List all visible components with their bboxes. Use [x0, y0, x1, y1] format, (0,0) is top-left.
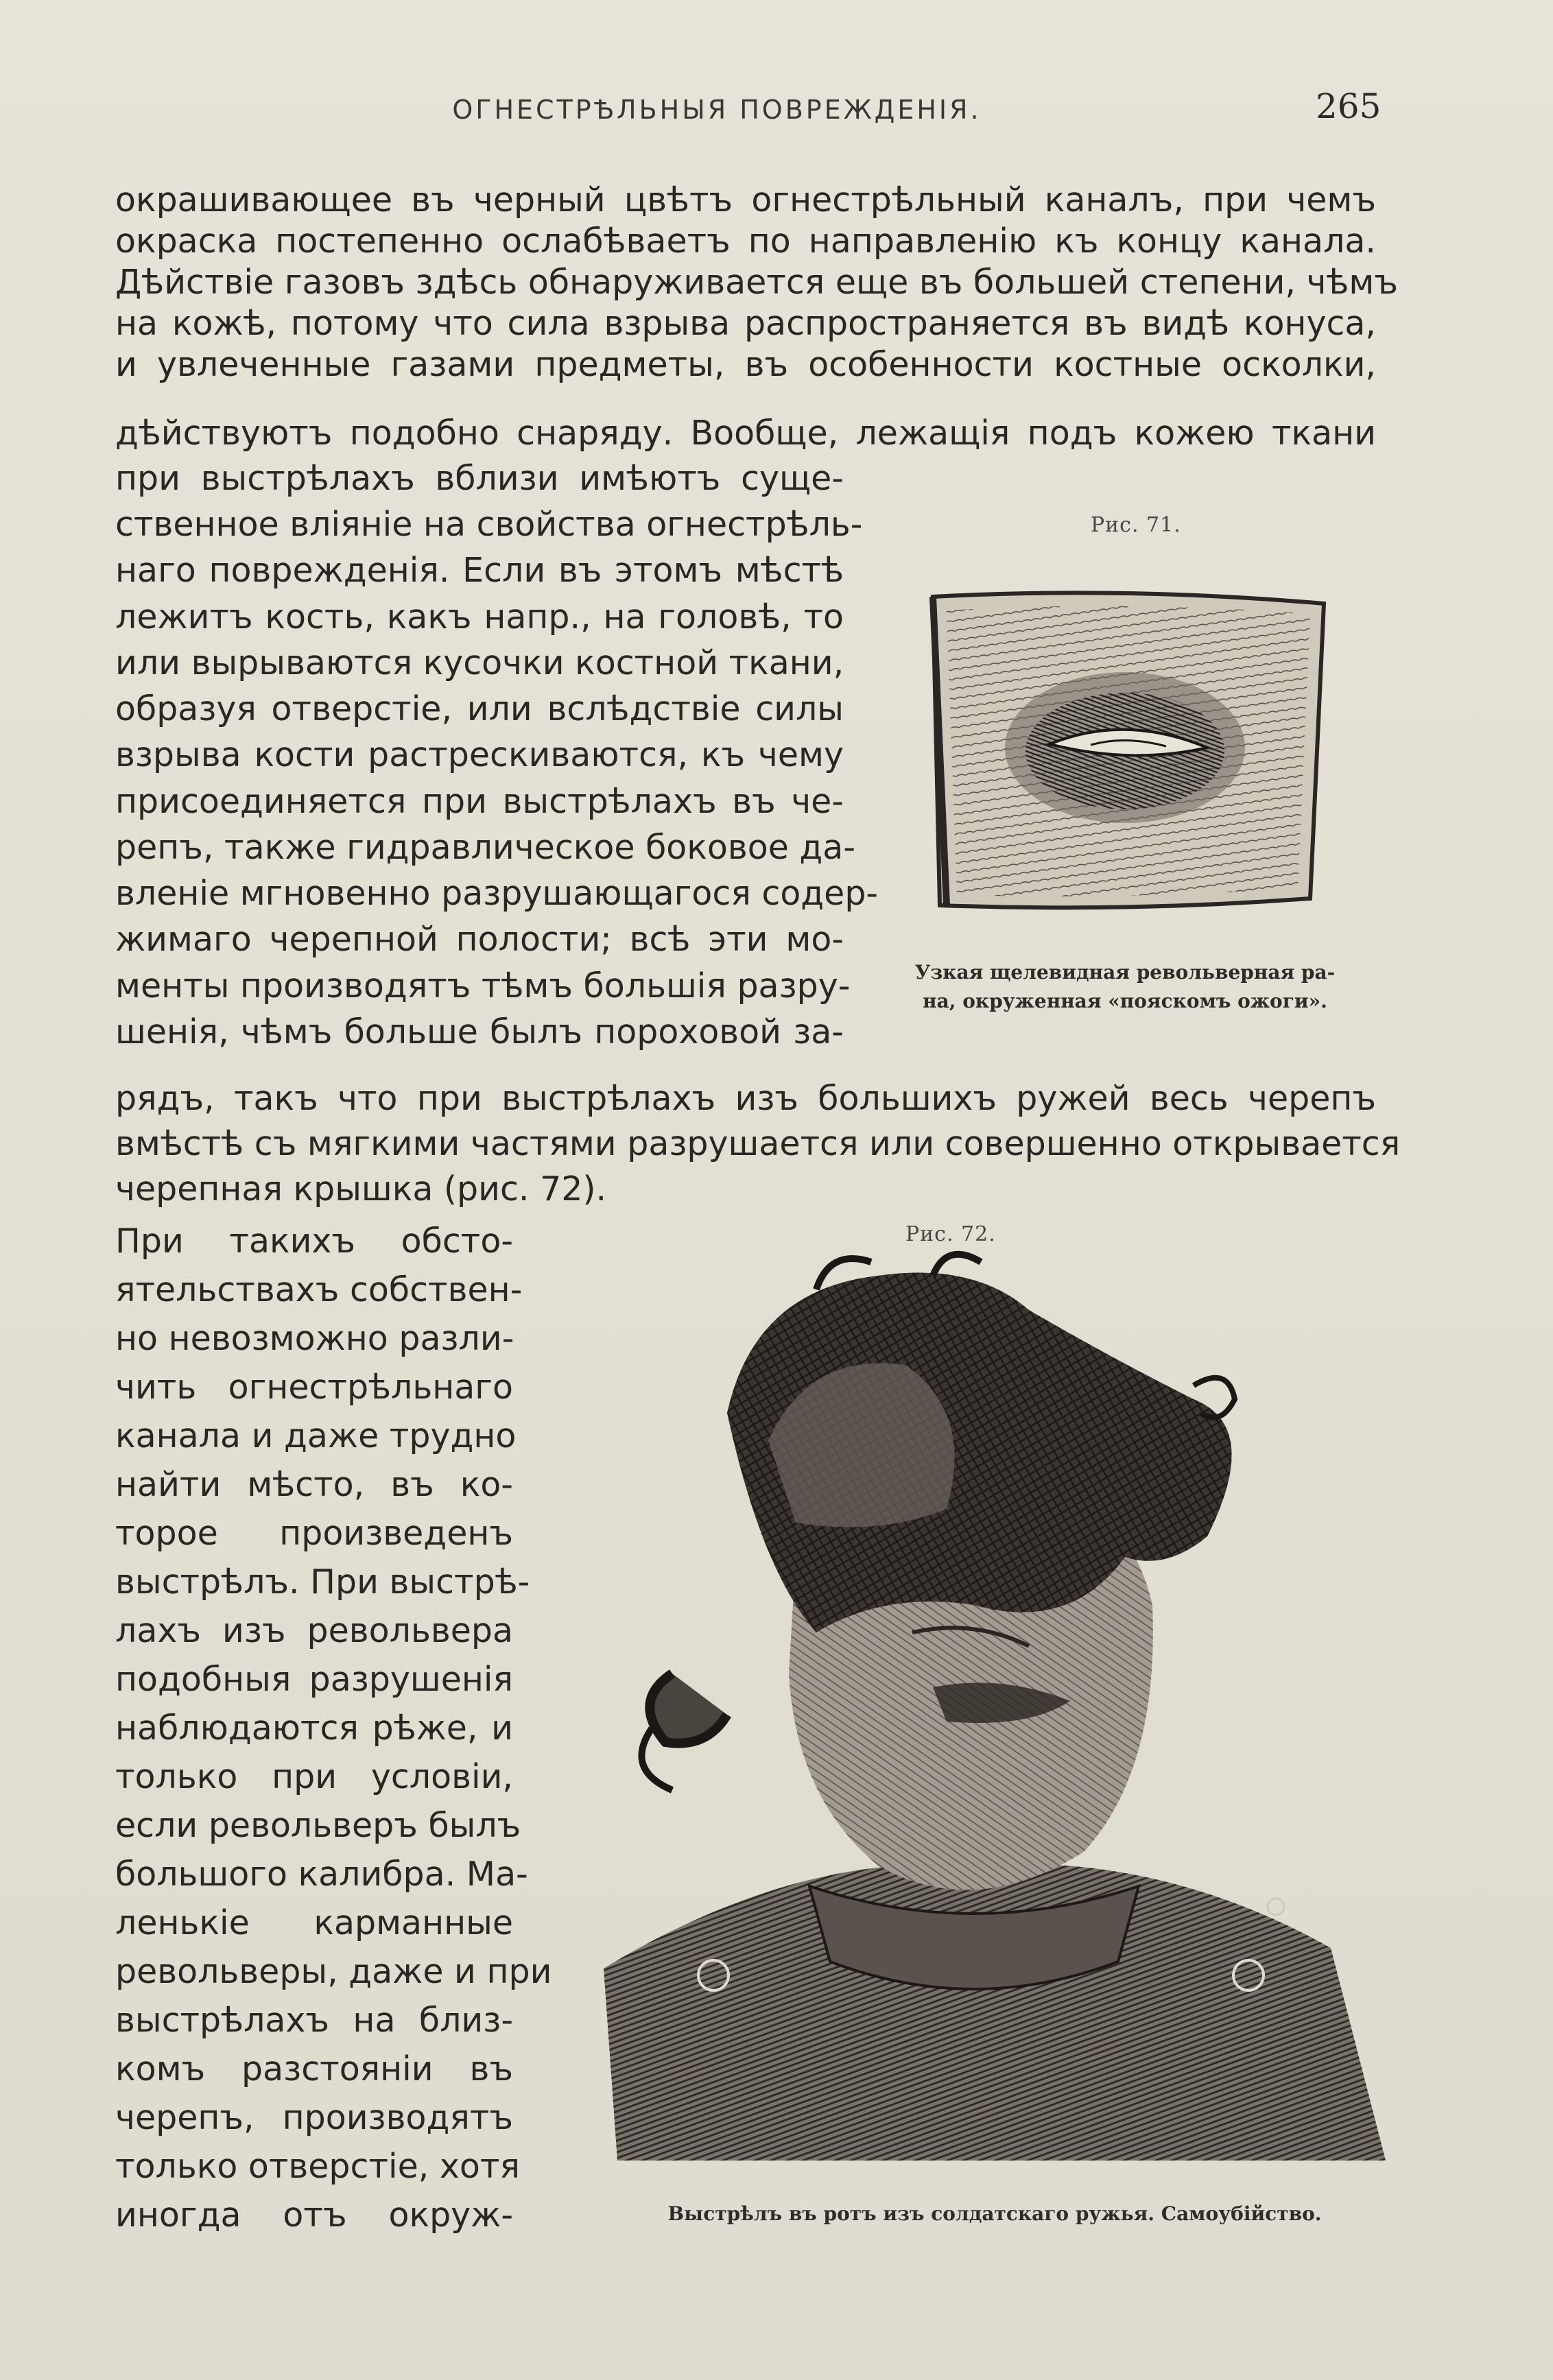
page-number: 265 [1316, 86, 1382, 126]
text-line: выстрѣлахъ на близ- [115, 2001, 513, 2040]
text-line: торое произведенъ [115, 1514, 513, 1553]
text-line: канала и даже трудно [115, 1416, 517, 1455]
figure-71-caption-line-1: Узкая щелевидная револьверная ра- [914, 961, 1336, 984]
text-line: наблюдаются рѣже, и [115, 1709, 513, 1748]
figure-71-label: Рис. 71. [1091, 513, 1181, 537]
text-line: менты производятъ тѣмъ большія разру- [115, 966, 851, 1005]
text-line: револьверы, даже и при [115, 1952, 552, 1991]
figure-72-caption: Выстрѣлъ въ ротъ изъ солдатскаго ружья. Самоубійство. [667, 2202, 1322, 2225]
text-line: большого калибра. Ма- [115, 1855, 528, 1894]
text-line: репъ, также гидравлическое боковое да- [115, 828, 856, 867]
figure-71-illustration [919, 583, 1331, 926]
figure-72-illustration [590, 1248, 1399, 2188]
text-line: образуя отверстіе, или вслѣдствіе силы [115, 689, 844, 728]
text-line: шенія, чѣмъ больше былъ пороховой за- [115, 1012, 844, 1051]
figure-72-label: Рис. 72. [905, 1222, 996, 1246]
running-header: ОГНЕСТРѢЛЬНЫЯ ПОВРЕЖДЕНІЯ. [452, 95, 982, 125]
text-line: дѣйствуютъ подобно снаряду. Вообще, лежащія подъ кожею ткани [115, 414, 1376, 453]
text-line: при выстрѣлахъ вблизи имѣютъ суще- [115, 459, 844, 498]
text-line: ленькіе карманные [115, 1903, 513, 1942]
text-line: только при условіи, [115, 1757, 513, 1796]
text-line: или вырываются кусочки костной ткани, [115, 643, 844, 682]
text-line: Дѣйствіе газовъ здѣсь обнаруживается еще въ большей степени, чѣмъ [115, 263, 1399, 302]
text-line: окраска постепенно ослабѣваетъ по направленію къ концу канала. [115, 222, 1376, 261]
text-line: на кожѣ, потому что сила взрыва распространяется въ видѣ конуса, [115, 304, 1376, 343]
text-line: При такихъ обсто- [115, 1222, 513, 1261]
figure-71-caption-line-2: на, окруженная «пояскомъ ожоги». [923, 990, 1327, 1012]
text-line: рядъ, такъ что при выстрѣлахъ изъ большихъ ружей весь черепъ [115, 1079, 1376, 1118]
text-line: лежитъ кость, какъ напр., на головѣ, то [115, 597, 844, 636]
text-line: иногда отъ окруж- [115, 2195, 513, 2235]
text-line: взрыва кости растрескиваются, къ чему [115, 735, 844, 774]
text-line: только отверстіе, хотя [115, 2147, 520, 2186]
text-line: подобныя разрушенія [115, 1660, 513, 1699]
text-line: присоединяется при выстрѣлахъ въ че- [115, 782, 844, 821]
text-line: наго поврежденія. Если въ этомъ мѣстѣ [115, 551, 844, 590]
text-line: найти мѣсто, въ ко- [115, 1465, 513, 1504]
text-line: лахъ изъ револьвера [115, 1611, 513, 1650]
text-line: черепъ, производятъ [115, 2098, 513, 2137]
text-line: комъ разстояніи въ [115, 2049, 513, 2089]
text-line: вмѣстѣ съ мягкими частями разрушается или совершенно открывается [115, 1124, 1401, 1163]
text-line: окрашивающее въ черный цвѣтъ огнестрѣльный каналъ, при чемъ [115, 180, 1376, 219]
text-line: если револьверъ былъ [115, 1806, 521, 1845]
text-line: и увлеченные газами предметы, въ особенности костные осколки, [115, 345, 1376, 384]
text-line: ственное вліяніе на свойства огнестрѣль- [115, 505, 863, 544]
text-line: вленіе мгновенно разрушающагося содер- [115, 874, 879, 913]
text-line: но невозможно разли- [115, 1319, 514, 1358]
text-line: черепная крышка (рис. 72). [115, 1169, 607, 1209]
text-line: жимаго черепной полости; всѣ эти мо- [115, 920, 844, 959]
text-line: чить огнестрѣльнаго [115, 1368, 513, 1407]
text-line: ятельствахъ собствен- [115, 1270, 523, 1309]
text-line: выстрѣлъ. При выстрѣ- [115, 1562, 530, 1602]
